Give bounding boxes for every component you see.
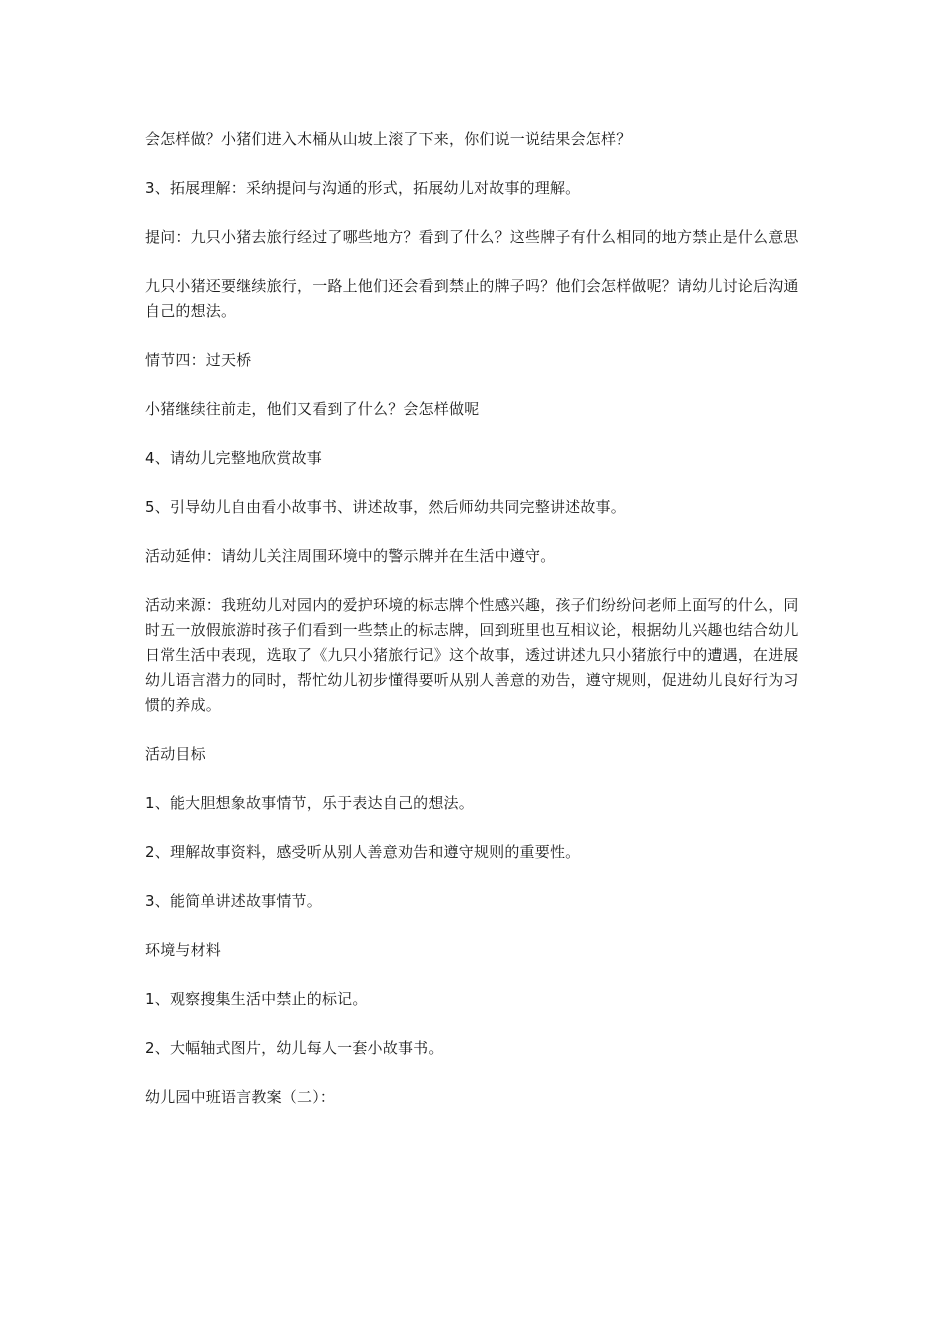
paragraph-question: 提问：九只小猪去旅行经过了哪些地方？看到了什么？这些牌子有什么相同的地方禁止是什么意思	[145, 228, 799, 246]
paragraph-continue-travel: 九只小猪还要继续旅行，一路上他们还会看到禁止的牌子吗？他们会怎样做呢？请幼儿讨论后沟通自己的想法。	[145, 277, 799, 320]
heading-activity-goals: 活动目标	[145, 745, 206, 763]
paragraph-source: 活动来源：我班幼儿对园内的爱护环境的标志牌个性感兴趣，孩子们纷纷问老师上面写的什么，同时五一放假旅游时孩子们看到一些禁止的标志牌，回到班里也互相议论，根据幼儿兴趣也结合幼儿日常生活中表现，选取了《九只小猪旅行记》这个故事，透过讲述九只小猪旅行中的遭遇，在进展幼儿语言潜力的同时，帮忙幼儿初步懂得要听从别人善意的劝告，遵守规则，促进幼儿良好行为习惯的养成。	[145, 596, 799, 714]
paragraph-extension: 活动延伸：请幼儿关注周围环境中的警示牌并在生活中遵守。	[145, 547, 556, 565]
paragraph-step-4: 4、请幼儿完整地欣赏故事	[145, 449, 322, 467]
paragraph-piglets-walk: 小猪继续往前走，他们又看到了什么？会怎样做呢	[145, 400, 480, 418]
paragraph-goal-2: 2、理解故事资料，感受听从别人善意劝告和遵守规则的重要性。	[145, 843, 581, 861]
paragraph-step-5: 5、引导幼儿自由看小故事书、讲述故事，然后师幼共同完整讲述故事。	[145, 498, 626, 516]
paragraph-plot-four: 情节四：过天桥	[145, 351, 252, 369]
paragraph-goal-3: 3、能简单讲述故事情节。	[145, 892, 322, 910]
paragraph-material-1: 1、观察搜集生活中禁止的标记。	[145, 990, 368, 1008]
heading-lesson-plan-two: 幼儿园中班语言教案（二）：	[145, 1088, 336, 1106]
paragraph-story-question: 会怎样做？小猪们进入木桶从山坡上滚了下来，你们说一说结果会怎样？	[145, 130, 632, 148]
paragraph-goal-1: 1、能大胆想象故事情节，乐于表达自己的想法。	[145, 794, 474, 812]
heading-environment-materials: 环境与材料	[145, 941, 222, 959]
paragraph-step-3: 3、拓展理解：采纳提问与沟通的形式，拓展幼儿对故事的理解。	[145, 179, 581, 197]
paragraph-material-2: 2、大幅轴式图片，幼儿每人一套小故事书。	[145, 1039, 444, 1057]
document-body	[145, 127, 810, 1134]
